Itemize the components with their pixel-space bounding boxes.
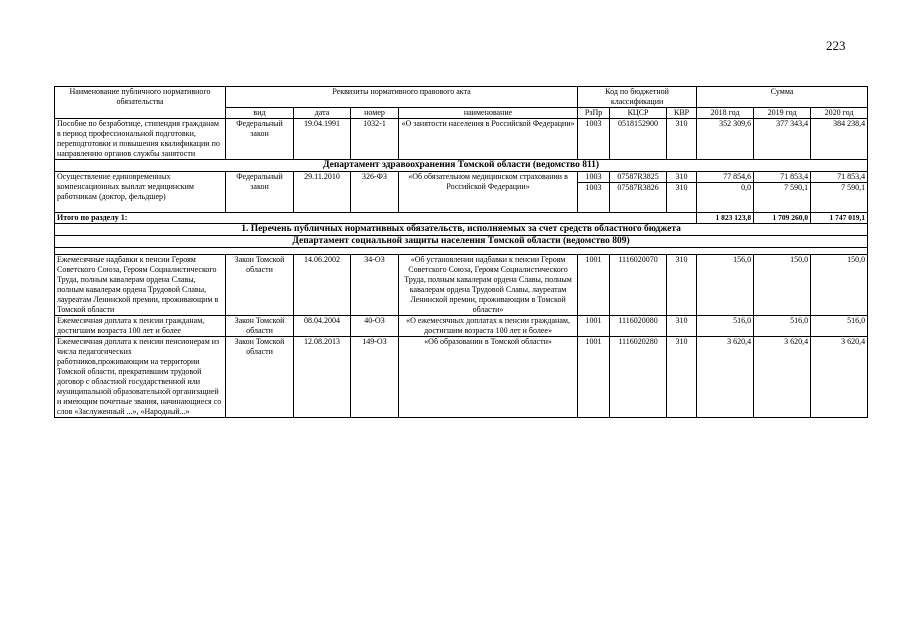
sum-2018: 156,0	[697, 255, 754, 316]
obligation-name: Ежемесячная доплата к пенсии пенсионерам из числа педагогических работников,проживающим на территории Томской области, прекратившим трудовой договор с областной государственной или муниципальной образовательной организацией и имеющим почетные звания, начинающиеся со слов «Заслуженный ...», «Народный...»	[55, 337, 226, 418]
act-date: 08.04.2004	[294, 316, 351, 337]
obligation-name: Ежемесячные надбавки к пенсии Героям Советского Союза, Героям Социалистического Труда, полным кавалерам ордена Славы, полным кавалерам ордена Трудовой Славы, лауреатам Ленинской премии, проживающим в Томской области	[55, 255, 226, 316]
total-2019: 1 709 260,0	[754, 213, 811, 224]
header-row	[55, 87, 868, 108]
section-title: 1. Перечень публичных нормативных обязательств, исполняемых за счет средств областного бюджета	[55, 224, 868, 236]
kcsr: 1116020280	[610, 337, 667, 418]
obligation-name: Пособие по безработице, стипендия гражданам в период профессиональной подготовки, переподготовки и повышения квалификации по направлению органов службы занятости	[55, 119, 226, 160]
spacer-cell	[55, 248, 868, 255]
sum-2020: 384 238,4	[811, 119, 868, 160]
total-label: Итого по разделу 1:	[55, 213, 697, 224]
subheader-2018: 2018 год	[697, 108, 754, 119]
rzpr: 1003	[578, 183, 610, 213]
act-date: 29.11.2010	[294, 172, 351, 213]
sum-2019: 150,0	[754, 255, 811, 316]
sum-2019: 7 590,1	[754, 183, 811, 213]
sum-2019: 377 343,4	[754, 119, 811, 160]
obligations-table	[54, 86, 868, 418]
rzpr: 1001	[578, 255, 610, 316]
act-vid: Федеральный закон	[226, 172, 294, 213]
act-vid: Закон Томской области	[226, 316, 294, 337]
spacer-row	[55, 248, 868, 255]
subheader-kvr: КВР	[667, 108, 697, 119]
kcsr: 0518152900	[610, 119, 667, 160]
act-vid: Закон Томской области	[226, 337, 294, 418]
sum-2018: 516,0	[697, 316, 754, 337]
subheader-name: наименование	[399, 108, 578, 119]
total-2018: 1 823 123,8	[697, 213, 754, 224]
kvr: 310	[667, 183, 697, 213]
kvr: 310	[667, 316, 697, 337]
act-date: 12.08.2013	[294, 337, 351, 418]
subheader-kcsr: КЦСР	[610, 108, 667, 119]
act-vid: Закон Томской области	[226, 255, 294, 316]
act-date: 19.04.1991	[294, 119, 351, 160]
kcsr: 1116020080	[610, 316, 667, 337]
subheader-date: дата	[294, 108, 351, 119]
act-date: 14.06.2002	[294, 255, 351, 316]
act-name: «О ежемесячных доплатах к пенсии гражданам, достигшим возраста 100 лет и более»	[399, 316, 578, 337]
kcsr: 07587R3825	[610, 172, 667, 183]
department-row	[55, 160, 868, 172]
act-vid: Федеральный закон	[226, 119, 294, 160]
subheader-vid: вид	[226, 108, 294, 119]
table-row	[55, 172, 868, 183]
act-name: «Об установлении надбавки к пенсии Героям Советского Союза, Героям Социалистического Труда, полным кавалерам ордена Славы, полным кавалерам ордена Трудовой Славы, лауреатам Ленинской премии, проживающим в Томской области»	[399, 255, 578, 316]
kcsr: 1116020070	[610, 255, 667, 316]
table-row	[55, 119, 868, 160]
sum-2018: 352 309,6	[697, 119, 754, 160]
sum-2019: 3 620,4	[754, 337, 811, 418]
subheader-2019: 2019 год	[754, 108, 811, 119]
rzpr: 1003	[578, 119, 610, 160]
act-name: «Об обязательном медицинском страховании в Российской Федерации»	[399, 172, 578, 213]
sum-2020: 71 853,4	[811, 172, 868, 183]
table-row	[55, 337, 868, 418]
act-name: «О занятости населения в Российской Федерации»	[399, 119, 578, 160]
obligation-name: Осуществление единовременных компенсационных выплат медицинским работникам (доктор, фельдшер)	[55, 172, 226, 213]
act-number: 40-ОЗ	[351, 316, 399, 337]
sum-2020: 7 590,1	[811, 183, 868, 213]
sum-2019: 71 853,4	[754, 172, 811, 183]
act-number: 34-ОЗ	[351, 255, 399, 316]
kvr: 310	[667, 119, 697, 160]
header-sum: Сумма	[697, 87, 868, 108]
table-row	[55, 255, 868, 316]
sum-2018: 0,0	[697, 183, 754, 213]
sum-2018: 77 854,6	[697, 172, 754, 183]
subheader-number: номер	[351, 108, 399, 119]
total-2020: 1 747 019,1	[811, 213, 868, 224]
table-row	[55, 316, 868, 337]
act-number: 326-ФЗ	[351, 172, 399, 213]
kvr: 310	[667, 255, 697, 316]
total-row	[55, 213, 868, 224]
page-number: 223	[826, 38, 846, 53]
header-requisites: Реквизиты нормативного правового акта	[226, 87, 578, 108]
department-health: Департамент здравоохранения Томской области (ведомство 811)	[55, 160, 868, 172]
sum-2020: 150,0	[811, 255, 868, 316]
sum-2018: 3 620,4	[697, 337, 754, 418]
header-obligation-name: Наименование публичного нормативного обязательства	[55, 87, 226, 119]
rzpr: 1001	[578, 337, 610, 418]
rzpr: 1003	[578, 172, 610, 183]
act-name: «Об образовании в Томской области»	[399, 337, 578, 418]
kcsr: 07587R3826	[610, 183, 667, 213]
department-row	[55, 236, 868, 248]
header-budget-code: Код по бюджетной классификации	[578, 87, 697, 108]
kvr: 310	[667, 337, 697, 418]
subheader-rzpr: РзПр	[578, 108, 610, 119]
act-number: 149-ОЗ	[351, 337, 399, 418]
act-number: 1032-1	[351, 119, 399, 160]
sum-2020: 516,0	[811, 316, 868, 337]
sum-2019: 516,0	[754, 316, 811, 337]
department-social: Департамент социальной защиты населения Томской области (ведомство 809)	[55, 236, 868, 248]
obligation-name: Ежемесячная доплата к пенсии гражданам, достигшим возраста 100 лет и более	[55, 316, 226, 337]
section-row	[55, 224, 868, 236]
subheader-2020: 2020 год	[811, 108, 868, 119]
rzpr: 1001	[578, 316, 610, 337]
kvr: 310	[667, 172, 697, 183]
sum-2020: 3 620,4	[811, 337, 868, 418]
